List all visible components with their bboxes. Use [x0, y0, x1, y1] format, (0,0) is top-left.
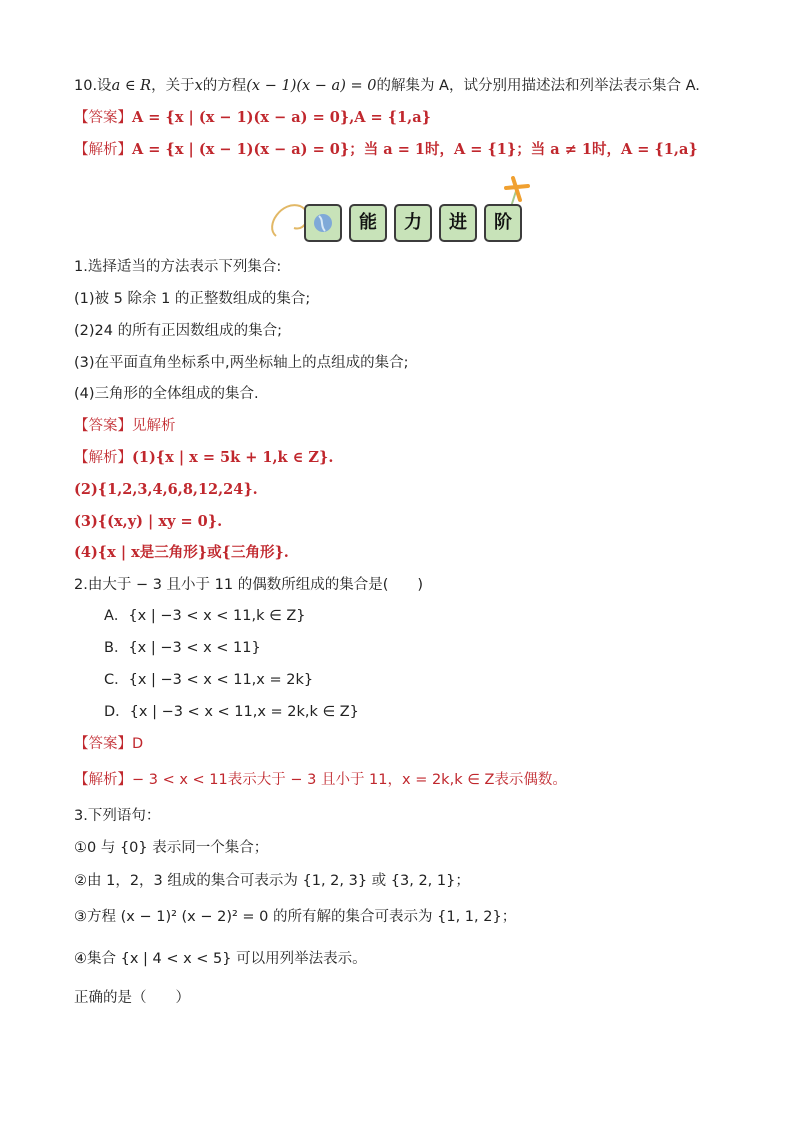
q10-stem-math: (x − 1)(x − a) = 0 — [246, 78, 377, 94]
analysis-text: (1){x | x = 5k + 1,k ∈ Z}. — [132, 449, 334, 466]
banner-globe-box — [304, 204, 342, 242]
p2-option-c: C．{x | −3 < x < 11,x = 2k} — [104, 672, 314, 688]
analysis-text: − 3 < x < 11表示大于 − 3 且小于 11，x = 2k,k ∈ Z表示偶数。 — [132, 772, 567, 788]
q10-stem-part: ，关于 — [151, 78, 195, 94]
answer-text: D — [132, 736, 144, 752]
p3-item: ③方程 (x − 1)² (x − 2)² = 0 的所有解的集合可表示为 {1, 1, 2}； — [74, 909, 517, 925]
analysis-tag: 【解析】 — [74, 142, 132, 158]
p3-item: ②由 1，2，3 组成的集合可表示为 {1, 2, 3} 或 {3, 2, 1}； — [74, 873, 470, 889]
p2-answer — [74, 734, 143, 754]
answer-tag: 【答案】 — [74, 110, 132, 126]
q10-stem-part: 的方程 — [202, 78, 247, 94]
banner-char-1: 能 — [349, 204, 387, 242]
q10-analysis — [74, 140, 698, 160]
banner-char-4: 阶 — [484, 204, 522, 242]
analysis-tag: 【解析】 — [74, 450, 132, 466]
p1-analysis-line: (4){x | x是三角形}或{三角形}. — [74, 544, 289, 561]
p1-analysis-line: (2){1,2,3,4,6,8,12,24}. — [74, 481, 258, 498]
p2-stem: 2.由大于 − 3 且小于 11 的偶数所组成的集合是( ) — [74, 577, 424, 593]
answer-tag: 【答案】 — [74, 418, 132, 434]
answer-text: 见解析 — [132, 418, 176, 434]
p3-item: ④集合 {x | 4 < x < 5} 可以用列举法表示。 — [74, 951, 367, 967]
q10-answer — [74, 108, 431, 128]
p1-analysis — [74, 448, 333, 468]
answer-text: A = {x | (x − 1)(x − a) = 0},A = {1,a} — [132, 109, 431, 126]
p2-analysis — [74, 770, 567, 790]
p2-option-b: B．{x | −3 < x < 11} — [104, 640, 261, 656]
p2-option-d: D．{x | −3 < x < 11,x = 2k,k ∈ Z} — [104, 704, 359, 720]
p1-item: (3)在平面直角坐标系中,两坐标轴上的点组成的集合; — [74, 355, 409, 371]
q10-stem-math: a ∈ R — [111, 78, 152, 94]
p2-option-a: A．{x | −3 < x < 11,k ∈ Z} — [104, 608, 306, 624]
p3-item: ①0 与 {0} 表示同一个集合； — [74, 840, 269, 856]
p1-item: (1)被 5 除余 1 的正整数组成的集合; — [74, 291, 311, 307]
p3-question: 正确的是（ ） — [74, 990, 190, 1006]
p1-answer — [74, 416, 176, 436]
banner-char-2: 力 — [394, 204, 432, 242]
analysis-text: A = {x | (x − 1)(x − a) = 0}；当 a = 1时，A = {1}；当 a ≠ 1时，A = {1,a} — [132, 141, 698, 158]
q10-stem-part: 的解集为 A，试分别用描述法和列举法表示集合 A. — [376, 78, 700, 94]
analysis-tag: 【解析】 — [74, 772, 132, 788]
q10-stem — [74, 76, 700, 96]
p3-stem: 3.下列语句： — [74, 808, 161, 824]
p1-stem: 1.选择适当的方法表示下列集合: — [74, 259, 282, 275]
answer-tag: 【答案】 — [74, 736, 132, 752]
q10-stem-math: x — [194, 78, 203, 94]
p1-item: (2)24 的所有正因数组成的集合; — [74, 323, 282, 339]
section-banner — [262, 176, 532, 246]
banner-char-3: 进 — [439, 204, 477, 242]
p1-analysis-line: (3){(x,y) | xy = 0}. — [74, 513, 223, 530]
globe-icon — [306, 206, 340, 240]
q10-stem-part: 10.设 — [74, 78, 112, 94]
p1-item: (4)三角形的全体组成的集合. — [74, 386, 259, 402]
